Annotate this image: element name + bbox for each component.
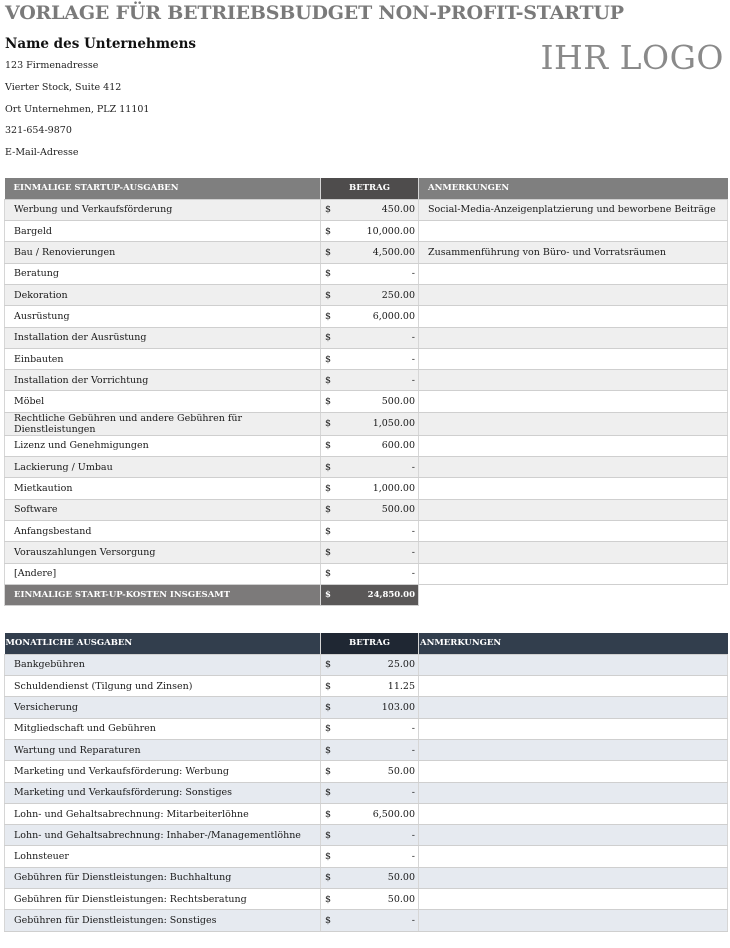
address-line-3: Ort Unternehmen, PLZ 11101 xyxy=(5,104,150,115)
amount-value: - xyxy=(411,744,415,756)
startup-total-amount-cell xyxy=(321,584,419,605)
startup-row-label[interactable]: Bargeld xyxy=(5,221,321,242)
amount-wrapper xyxy=(321,268,418,279)
startup-row-note[interactable] xyxy=(419,391,728,412)
startup-row-label[interactable]: Werbung und Verkaufsförderung xyxy=(5,199,321,220)
startup-row-label[interactable]: Mietkaution xyxy=(5,478,321,499)
startup-row-label[interactable]: Einbauten xyxy=(5,348,321,369)
table-row xyxy=(5,676,728,697)
startup-row-note[interactable] xyxy=(419,263,728,284)
currency-symbol: $ xyxy=(325,765,332,777)
amount-wrapper xyxy=(321,702,418,713)
currency-symbol: $ xyxy=(325,546,332,558)
startup-header-label: EINMALIGE STARTUP-AUSGABEN xyxy=(5,178,321,199)
table-row xyxy=(5,739,728,760)
monthly-header-label: MONATLICHE AUSGABEN xyxy=(5,633,321,654)
amount-wrapper xyxy=(321,894,418,905)
monthly-row-note[interactable] xyxy=(419,889,728,910)
startup-row-amount-cell[interactable] xyxy=(321,263,419,284)
amount-value: 1,000.00 xyxy=(372,483,415,494)
currency-symbol: $ xyxy=(325,680,332,692)
amount-wrapper xyxy=(321,723,418,734)
table-row xyxy=(5,563,728,584)
monthly-row-note[interactable] xyxy=(419,782,728,803)
amount-wrapper xyxy=(321,787,418,798)
table-row xyxy=(5,242,728,263)
amount-value: 25.00 xyxy=(387,659,415,671)
amount-value: 103.00 xyxy=(381,702,415,714)
startup-row-note[interactable] xyxy=(419,478,728,499)
startup-header-notes: ANMERKUNGEN xyxy=(419,178,728,199)
amount-wrapper xyxy=(321,226,418,237)
startup-row-note[interactable] xyxy=(419,499,728,520)
monthly-row-note[interactable] xyxy=(419,846,728,867)
amount-value: - xyxy=(411,723,415,735)
currency-symbol: $ xyxy=(325,723,332,735)
table-row xyxy=(5,370,728,391)
table-row xyxy=(5,412,728,435)
currency-symbol: $ xyxy=(325,396,332,408)
amount-wrapper xyxy=(321,311,418,322)
monthly-header-amount: BETRAG xyxy=(321,633,419,654)
table-row xyxy=(5,348,728,369)
monthly-row-note[interactable] xyxy=(419,867,728,888)
currency-symbol: $ xyxy=(325,440,332,452)
monthly-row-note[interactable] xyxy=(419,718,728,739)
startup-row-label[interactable]: Vorauszahlungen Versorgung xyxy=(5,542,321,563)
table-row xyxy=(5,718,728,739)
amount-value: - xyxy=(411,268,415,280)
startup-expenses-table xyxy=(4,178,728,606)
monthly-row-label[interactable]: Lohnsteuer xyxy=(5,846,321,867)
monthly-row-note[interactable] xyxy=(419,910,728,931)
table-row xyxy=(5,199,728,220)
monthly-row-label[interactable]: Wartung und Reparaturen xyxy=(5,739,321,760)
table-row xyxy=(5,889,728,910)
startup-row-amount-cell[interactable] xyxy=(321,306,419,327)
startup-row-label[interactable]: Dekoration xyxy=(5,284,321,305)
amount-wrapper xyxy=(321,872,418,883)
monthly-row-amount-cell[interactable] xyxy=(321,846,419,867)
monthly-row-note[interactable] xyxy=(419,825,728,846)
currency-symbol: $ xyxy=(325,787,332,799)
startup-row-amount-cell[interactable] xyxy=(321,542,419,563)
monthly-row-label[interactable]: Versicherung xyxy=(5,697,321,718)
startup-row-note[interactable] xyxy=(419,327,728,348)
monthly-row-label[interactable]: Schuldendienst (Tilgung und Zinsen) xyxy=(5,676,321,697)
monthly-row-amount-cell[interactable] xyxy=(321,910,419,931)
startup-row-note[interactable] xyxy=(419,412,728,435)
monthly-row-amount-cell[interactable] xyxy=(321,825,419,846)
currency-symbol: $ xyxy=(325,353,332,365)
currency-symbol: $ xyxy=(325,808,332,820)
amount-wrapper xyxy=(321,745,418,756)
startup-row-label[interactable]: Lizenz und Genehmigungen xyxy=(5,435,321,456)
amount-value: 250.00 xyxy=(381,289,415,301)
phone-number: 321-654-9870 xyxy=(5,125,72,136)
amount-value: - xyxy=(411,374,415,386)
startup-row-label[interactable]: Anfangsbestand xyxy=(5,520,321,541)
startup-row-note[interactable] xyxy=(419,457,728,478)
startup-header-amount: BETRAG xyxy=(321,178,419,199)
amount-value: 500.00 xyxy=(381,396,415,408)
amount-wrapper xyxy=(321,547,418,558)
currency-symbol: $ xyxy=(325,204,332,216)
startup-row-amount-cell[interactable] xyxy=(321,520,419,541)
logo-placeholder: IHR LOGO xyxy=(540,38,724,77)
amount-value: - xyxy=(411,353,415,365)
startup-row-label[interactable]: Möbel xyxy=(5,391,321,412)
amount-wrapper xyxy=(321,204,418,215)
monthly-row-label[interactable]: Lohn- und Gehaltsabrechnung: Inhaber-/Managementlöhne xyxy=(5,825,321,846)
table-row xyxy=(5,263,728,284)
startup-row-amount-cell[interactable] xyxy=(321,391,419,412)
currency-symbol: $ xyxy=(325,525,332,537)
startup-row-note[interactable]: Zusammenführung von Büro- und Vorratsräumen xyxy=(419,242,728,263)
currency-symbol: $ xyxy=(325,268,332,280)
amount-value: - xyxy=(411,461,415,473)
currency-symbol: $ xyxy=(325,374,332,386)
amount-value: - xyxy=(411,332,415,344)
currency-symbol: $ xyxy=(325,461,332,473)
table-row xyxy=(5,697,728,718)
amount-wrapper xyxy=(321,526,418,537)
table-row xyxy=(5,306,728,327)
startup-row-amount-cell[interactable] xyxy=(321,435,419,456)
monthly-row-label[interactable]: Marketing und Verkaufsförderung: Sonstiges xyxy=(5,782,321,803)
currency-symbol: $ xyxy=(325,568,332,580)
table-row xyxy=(5,499,728,520)
table-row xyxy=(5,782,728,803)
startup-header-row xyxy=(5,178,728,199)
amount-wrapper xyxy=(321,483,418,494)
amount-value: - xyxy=(411,915,415,926)
monthly-row-note[interactable] xyxy=(419,676,728,697)
table-row xyxy=(5,520,728,541)
currency-symbol: $ xyxy=(325,289,332,301)
currency-symbol: $ xyxy=(325,829,332,841)
monthly-row-label[interactable]: Marketing und Verkaufsförderung: Werbung xyxy=(5,761,321,782)
monthly-row-amount-cell[interactable] xyxy=(321,697,419,718)
address-line-1: 123 Firmenadresse xyxy=(5,60,99,71)
startup-row-label[interactable]: Bau / Renovierungen xyxy=(5,242,321,263)
startup-row-label[interactable]: Installation der Ausrüstung xyxy=(5,327,321,348)
amount-value: 4,500.00 xyxy=(372,247,415,259)
table-row xyxy=(5,478,728,499)
amount-wrapper xyxy=(321,809,418,820)
table-row xyxy=(5,542,728,563)
startup-row-amount-cell[interactable] xyxy=(321,499,419,520)
startup-total-row xyxy=(5,584,728,605)
monthly-row-note[interactable] xyxy=(419,739,728,760)
monthly-row-note[interactable] xyxy=(419,803,728,824)
monthly-row-amount-cell[interactable] xyxy=(321,761,419,782)
monthly-row-label[interactable]: Gebühren für Dienstleistungen: Buchhaltung xyxy=(5,867,321,888)
currency-symbol: $ xyxy=(325,744,332,756)
monthly-row-note[interactable] xyxy=(419,761,728,782)
startup-row-amount-cell[interactable] xyxy=(321,478,419,499)
table-row xyxy=(5,221,728,242)
amount-wrapper xyxy=(321,418,418,429)
table-row xyxy=(5,910,728,931)
amount-wrapper xyxy=(321,462,418,473)
currency-symbol: $ xyxy=(325,851,332,863)
amount-value: 11.25 xyxy=(387,680,415,692)
currency-symbol: $ xyxy=(325,332,332,344)
table-row xyxy=(5,284,728,305)
startup-row-label[interactable]: Rechtliche Gebühren und andere Gebühren für Dienstleistungen xyxy=(5,412,321,435)
amount-wrapper xyxy=(321,375,418,386)
startup-row-label[interactable]: Software xyxy=(5,499,321,520)
amount-wrapper xyxy=(321,332,418,343)
amount-value: - xyxy=(411,568,415,580)
table-row xyxy=(5,825,728,846)
startup-row-label[interactable]: [Andere] xyxy=(5,563,321,584)
startup-row-note[interactable] xyxy=(419,520,728,541)
startup-row-note[interactable] xyxy=(419,348,728,369)
currency-symbol: $ xyxy=(325,659,332,671)
amount-wrapper xyxy=(321,504,418,515)
startup-row-amount-cell[interactable] xyxy=(321,327,419,348)
currency-symbol: $ xyxy=(325,504,332,516)
startup-row-amount-cell[interactable] xyxy=(321,221,419,242)
startup-total-label: EINMALIGE START-UP-KOSTEN INSGESAMT xyxy=(5,584,321,605)
currency-symbol: $ xyxy=(325,893,332,905)
amount-value: 500.00 xyxy=(381,504,415,516)
monthly-header-row xyxy=(5,633,728,654)
table-row xyxy=(5,867,728,888)
startup-total-empty xyxy=(419,584,728,605)
startup-row-note[interactable]: Social-Media-Anzeigenplatzierung und beworbene Beiträge xyxy=(419,199,728,220)
monthly-row-label[interactable]: Mitgliedschaft und Gebühren xyxy=(5,718,321,739)
amount-value: 50.00 xyxy=(387,872,415,884)
startup-row-amount-cell[interactable] xyxy=(321,370,419,391)
amount-wrapper xyxy=(321,396,418,407)
amount-value: 600.00 xyxy=(381,440,415,452)
currency-symbol: $ xyxy=(325,247,332,259)
startup-row-note[interactable] xyxy=(419,542,728,563)
amount-value: - xyxy=(411,851,415,863)
email-address: E-Mail-Adresse xyxy=(5,147,79,158)
monthly-row-amount-cell[interactable] xyxy=(321,803,419,824)
amount-value: - xyxy=(411,829,415,841)
monthly-row-amount-cell[interactable] xyxy=(321,889,419,910)
currency-symbol: $ xyxy=(325,589,331,600)
startup-row-amount-cell[interactable] xyxy=(321,242,419,263)
amount-wrapper xyxy=(321,354,418,365)
monthly-row-label[interactable]: Gebühren für Dienstleistungen: Sonstiges xyxy=(5,910,321,931)
amount-value: 50.00 xyxy=(387,765,415,777)
monthly-expenses-table xyxy=(4,633,728,932)
table-row xyxy=(5,761,728,782)
table-row xyxy=(5,457,728,478)
monthly-row-note[interactable] xyxy=(419,697,728,718)
startup-row-amount-cell[interactable] xyxy=(321,199,419,220)
startup-row-amount-cell[interactable] xyxy=(321,348,419,369)
monthly-row-amount-cell[interactable] xyxy=(321,867,419,888)
currency-symbol: $ xyxy=(325,915,332,926)
startup-row-note[interactable] xyxy=(419,284,728,305)
currency-symbol: $ xyxy=(325,418,332,430)
amount-value: - xyxy=(411,546,415,558)
amount-wrapper xyxy=(321,590,418,600)
total-amount-value: 24,850.00 xyxy=(367,589,415,600)
startup-row-amount-cell[interactable] xyxy=(321,284,419,305)
startup-row-label[interactable]: Ausrüstung xyxy=(5,306,321,327)
amount-value: - xyxy=(411,525,415,537)
startup-row-amount-cell[interactable] xyxy=(321,412,419,435)
startup-row-amount-cell[interactable] xyxy=(321,457,419,478)
startup-row-note[interactable] xyxy=(419,306,728,327)
company-name: Name des Unternehmens xyxy=(5,36,197,52)
startup-row-label[interactable]: Beratung xyxy=(5,263,321,284)
monthly-row-amount-cell[interactable] xyxy=(321,739,419,760)
address-line-2: Vierter Stock, Suite 412 xyxy=(5,82,122,93)
amount-wrapper xyxy=(321,681,418,692)
startup-row-note[interactable] xyxy=(419,563,728,584)
startup-row-amount-cell[interactable] xyxy=(321,563,419,584)
table-row xyxy=(5,846,728,867)
monthly-row-amount-cell[interactable] xyxy=(321,654,419,675)
startup-row-note[interactable] xyxy=(419,435,728,456)
table-row xyxy=(5,391,728,412)
amount-value: 6,500.00 xyxy=(372,808,415,820)
amount-wrapper xyxy=(321,659,418,670)
amount-value: 1,050.00 xyxy=(372,418,415,430)
startup-row-note[interactable] xyxy=(419,370,728,391)
currency-symbol: $ xyxy=(325,483,332,494)
startup-row-label[interactable]: Installation der Vorrichtung xyxy=(5,370,321,391)
monthly-row-amount-cell[interactable] xyxy=(321,676,419,697)
amount-value: 10,000.00 xyxy=(366,225,415,237)
amount-wrapper xyxy=(321,915,418,926)
monthly-row-label[interactable]: Lohn- und Gehaltsabrechnung: Mitarbeiterlöhne xyxy=(5,803,321,824)
amount-value: 6,000.00 xyxy=(372,310,415,322)
monthly-header-notes: ANMERKUNGEN xyxy=(419,633,728,654)
amount-wrapper xyxy=(321,247,418,258)
monthly-row-amount-cell[interactable] xyxy=(321,718,419,739)
amount-wrapper xyxy=(321,851,418,862)
amount-wrapper xyxy=(321,290,418,301)
monthly-row-label[interactable]: Bankgebühren xyxy=(5,654,321,675)
amount-wrapper xyxy=(321,766,418,777)
amount-wrapper xyxy=(321,568,418,579)
table-row xyxy=(5,327,728,348)
amount-value: 450.00 xyxy=(381,204,415,216)
amount-value: - xyxy=(411,787,415,799)
amount-value: 50.00 xyxy=(387,893,415,905)
monthly-row-label[interactable]: Gebühren für Dienstleistungen: Rechtsberatung xyxy=(5,889,321,910)
amount-wrapper xyxy=(321,440,418,451)
table-row xyxy=(5,435,728,456)
table-row xyxy=(5,654,728,675)
currency-symbol: $ xyxy=(325,702,332,714)
monthly-row-amount-cell[interactable] xyxy=(321,782,419,803)
table-row xyxy=(5,803,728,824)
document-title: VORLAGE FÜR BETRIEBSBUDGET NON-PROFIT-STARTUP xyxy=(5,2,624,24)
currency-symbol: $ xyxy=(325,872,332,884)
monthly-row-note[interactable] xyxy=(419,654,728,675)
startup-row-label[interactable]: Lackierung / Umbau xyxy=(5,457,321,478)
currency-symbol: $ xyxy=(325,225,332,237)
currency-symbol: $ xyxy=(325,310,332,322)
amount-wrapper xyxy=(321,830,418,841)
startup-row-note[interactable] xyxy=(419,221,728,242)
